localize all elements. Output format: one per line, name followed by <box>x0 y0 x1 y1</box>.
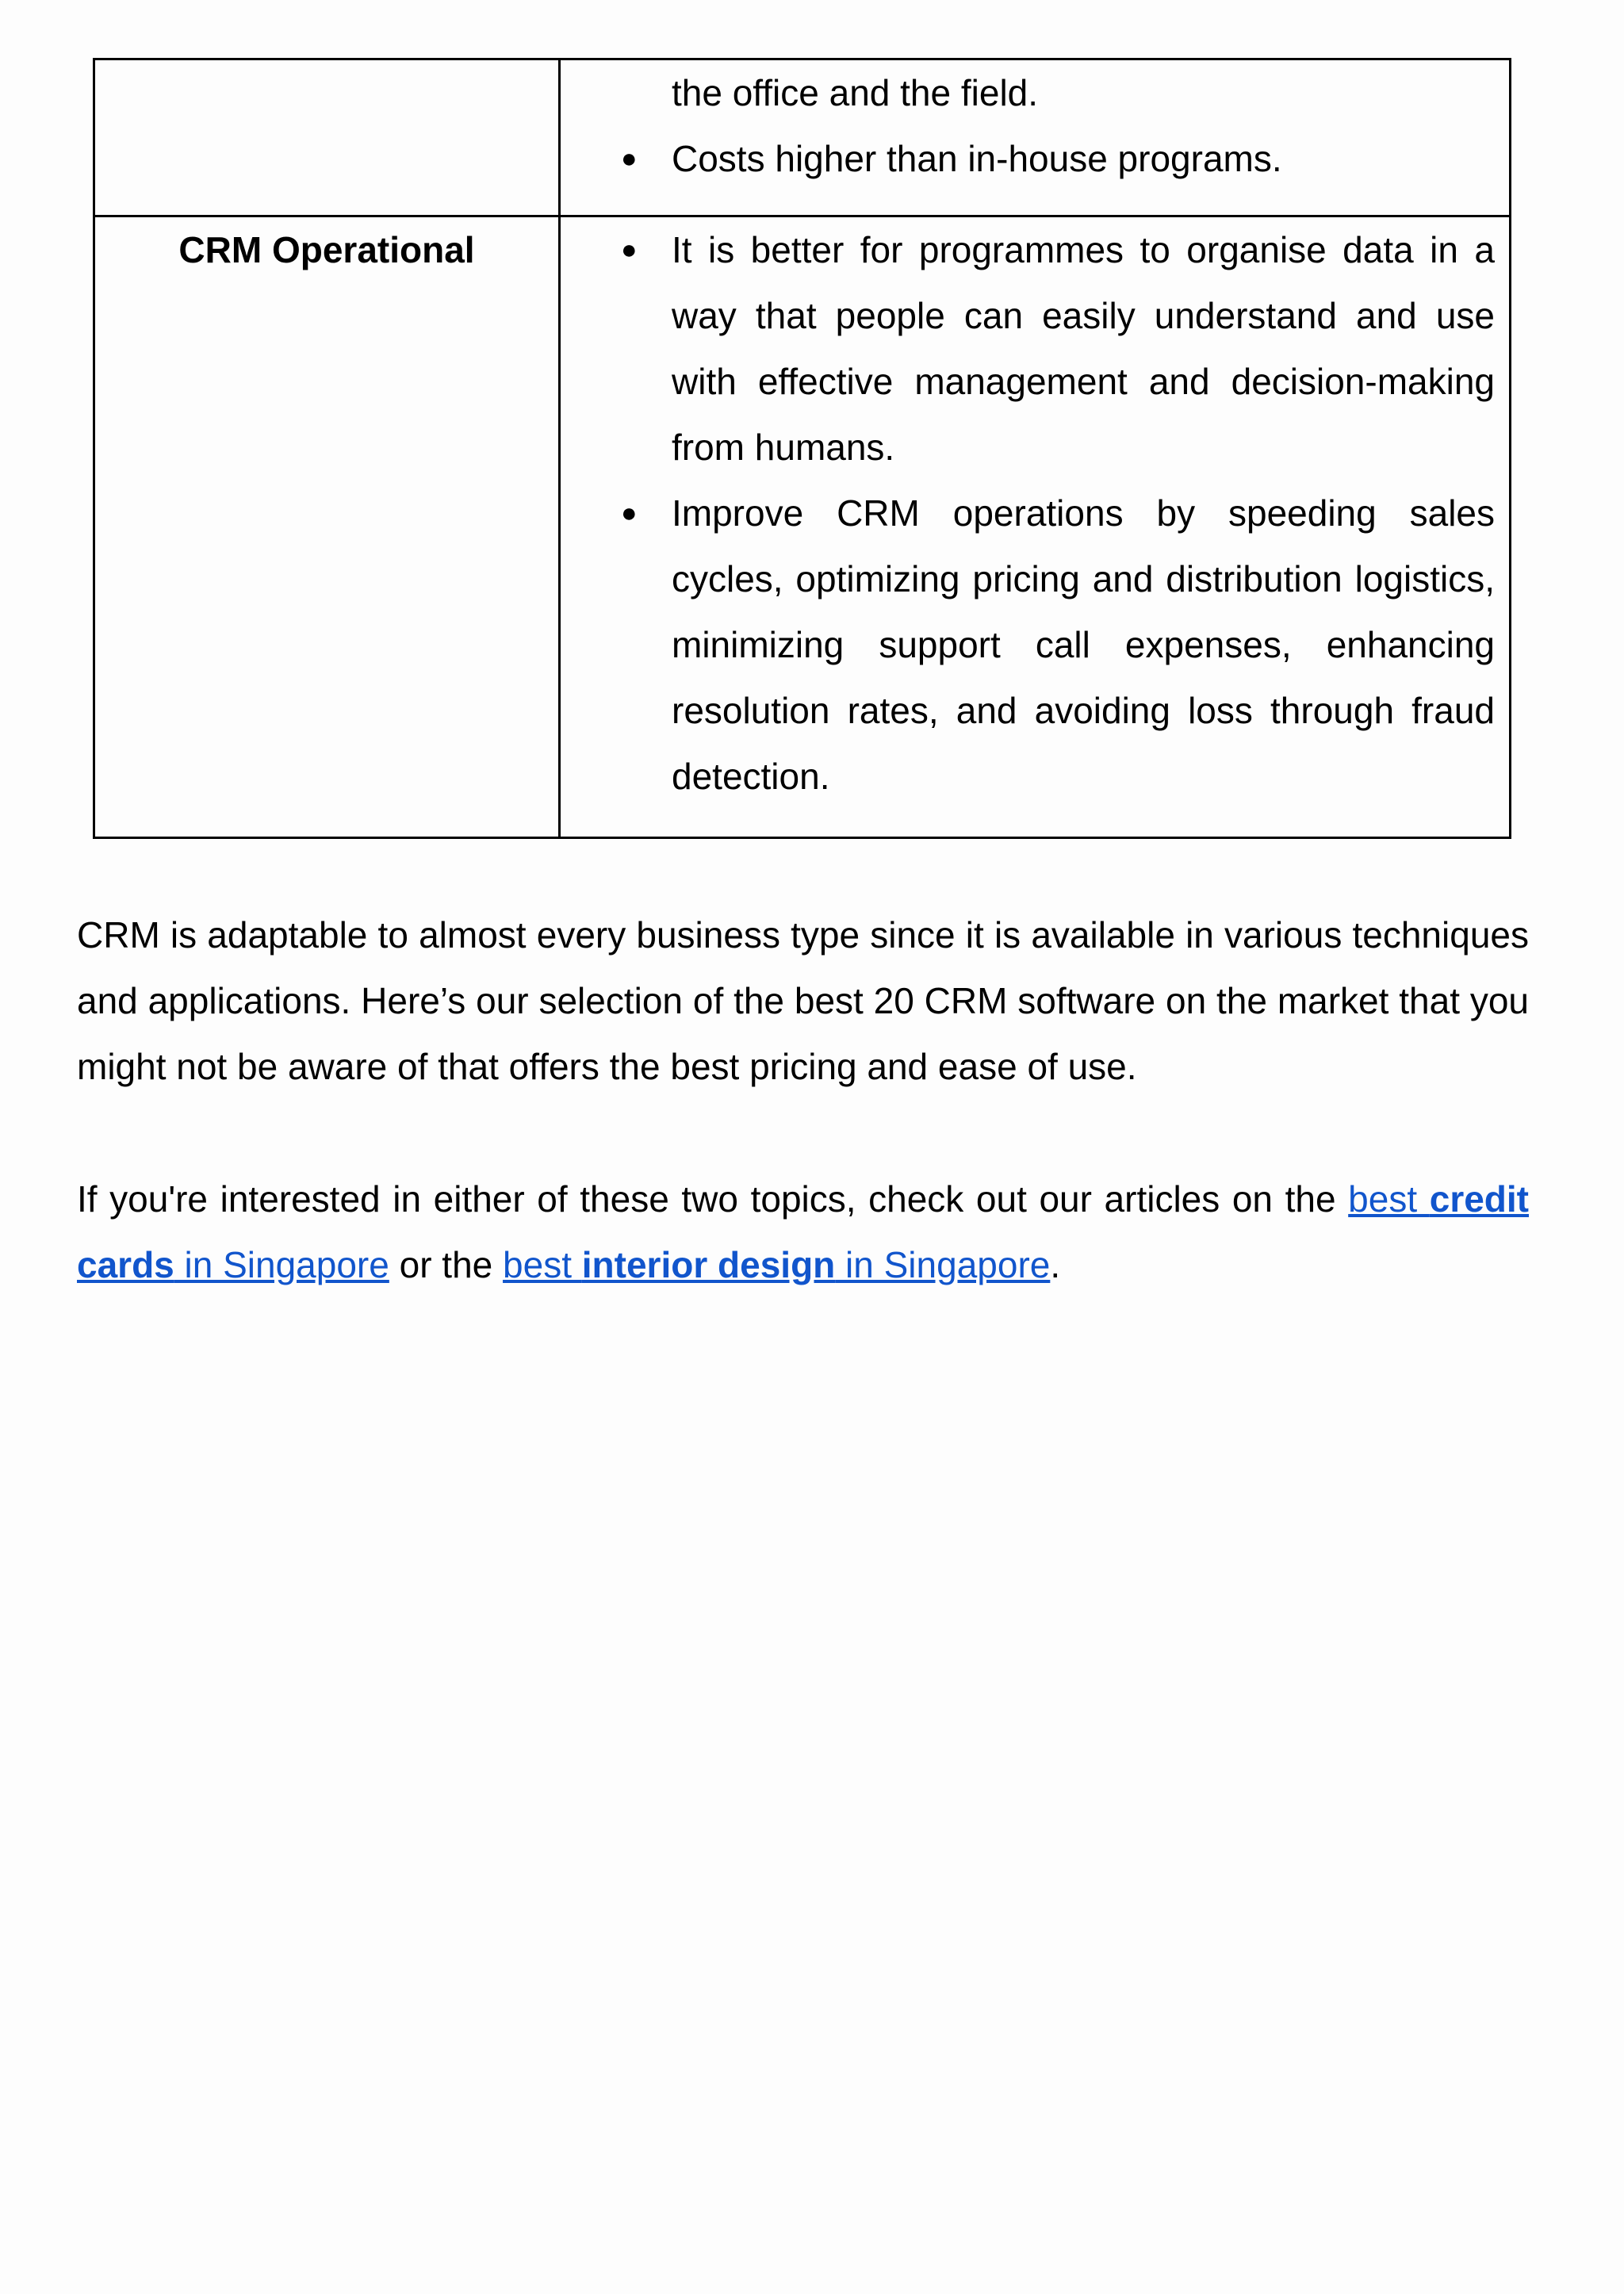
list-item-continuation: the office and the field. <box>672 72 1039 113</box>
row-label: CRM Operational <box>178 229 475 270</box>
link-text: in Singapore <box>174 1244 389 1285</box>
list-item: ● It is better for programmes to organise data in a way that people can easily understand and use with effective management and decision-making from humans. <box>561 217 1495 481</box>
comparison-table <box>93 58 1511 839</box>
list-item: ● Costs higher than in-house programs. <box>561 126 1495 192</box>
link-text-bold: interior design <box>581 1244 836 1285</box>
table-row <box>94 216 1511 838</box>
table-cell-details <box>560 59 1511 216</box>
link-text: best <box>503 1244 582 1285</box>
table-row <box>94 59 1511 216</box>
interior-design-link[interactable] <box>503 1244 1050 1285</box>
body-paragraph: CRM is adaptable to almost every business type since it is available in various techniques and applications. Here’s our selection of the best 20 CRM software on the market that you might not be aware of that offers the best pricing and ease of use. <box>77 914 1529 1087</box>
link-text-bold: credit cards <box>77 1178 1529 1285</box>
list-item: ● Improve CRM operations by speeding sales cycles, optimizing pricing and distribution logistics, minimizing support call expenses, enhancing resolution rates, and avoiding loss through fraud detection. <box>561 481 1495 810</box>
table-cell-label <box>94 59 560 216</box>
related-articles-paragraph <box>77 1166 1529 1298</box>
paragraph-middle: or the <box>389 1244 504 1285</box>
link-text: in Singapore <box>835 1244 1051 1285</box>
paragraph-intro: If you're interested in either of these two topics, check out our articles on the <box>77 1178 1349 1220</box>
paragraph-end: . <box>1050 1244 1061 1285</box>
link-text: best <box>1348 1178 1430 1220</box>
bullet-list <box>561 60 1509 192</box>
table-cell-label <box>94 216 560 838</box>
table-cell-details <box>560 216 1511 838</box>
bullet-list <box>561 217 1509 810</box>
